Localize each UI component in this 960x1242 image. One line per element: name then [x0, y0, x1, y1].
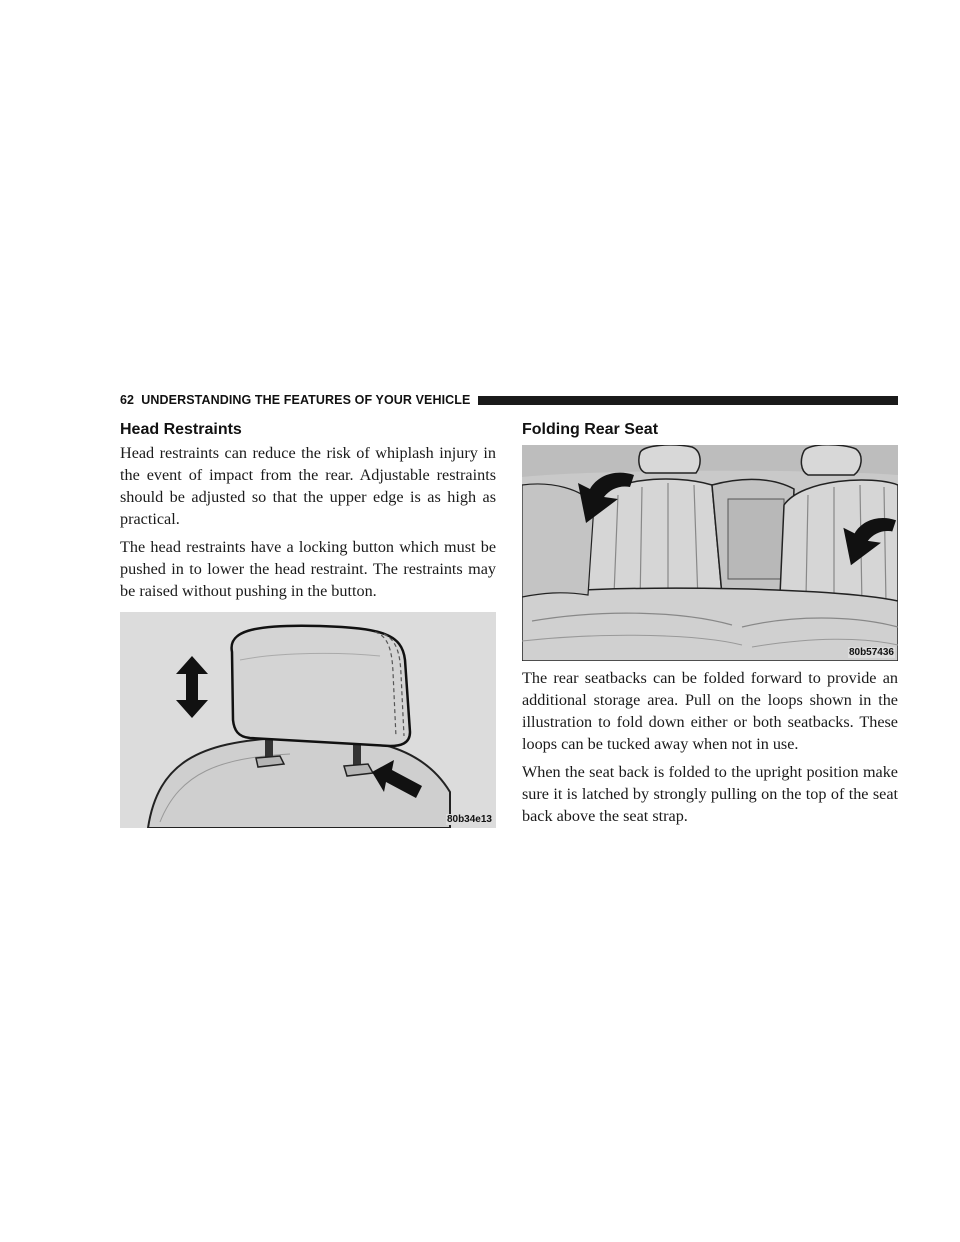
- page-number: 62: [120, 393, 135, 407]
- figure-code: 80b34e13: [446, 814, 492, 825]
- folding-rear-seat-heading: Folding Rear Seat: [522, 421, 659, 438]
- right-column: [522, 420, 898, 827]
- curved-arrow-icon: [568, 467, 634, 523]
- header-rule: [478, 396, 898, 405]
- page-header: [120, 392, 898, 408]
- paragraph: When the seat back is folded to the upright position make sure it is latched by strongly pulling on the top of the seat back above the seat strap.: [522, 763, 898, 825]
- left-column: [120, 420, 496, 828]
- paragraph: The head restraints have a locking button which must be pushed in to lower the head restraint. The restraints may be raised without pushing in the button.: [120, 538, 496, 600]
- push-arrow-icon: [372, 760, 422, 802]
- header-text: [120, 393, 470, 407]
- paragraph: Head restraints can reduce the risk of whiplash injury in the event of impact from the rear. Adjustable restraints should be adjusted so that the upper edge is as high as practical.: [120, 444, 496, 528]
- section-title: UNDERSTANDING THE FEATURES OF YOUR VEHICLE: [141, 393, 471, 407]
- head-restraint-drawing: [120, 612, 496, 828]
- rear-seat-illustration: [522, 445, 898, 661]
- head-restraint-illustration: [120, 612, 496, 828]
- curved-arrow-icon: [834, 511, 896, 567]
- paragraph: The rear seatbacks can be folded forward to provide an additional storage area. Pull on the loops shown in the illustration to fold down either or both seatbacks. These loops can be tucked away when not in use.: [522, 669, 898, 753]
- up-down-arrow-icon: [176, 656, 208, 718]
- head-restraints-heading: Head Restraints: [120, 421, 242, 438]
- figure-code: 80b57436: [848, 647, 894, 658]
